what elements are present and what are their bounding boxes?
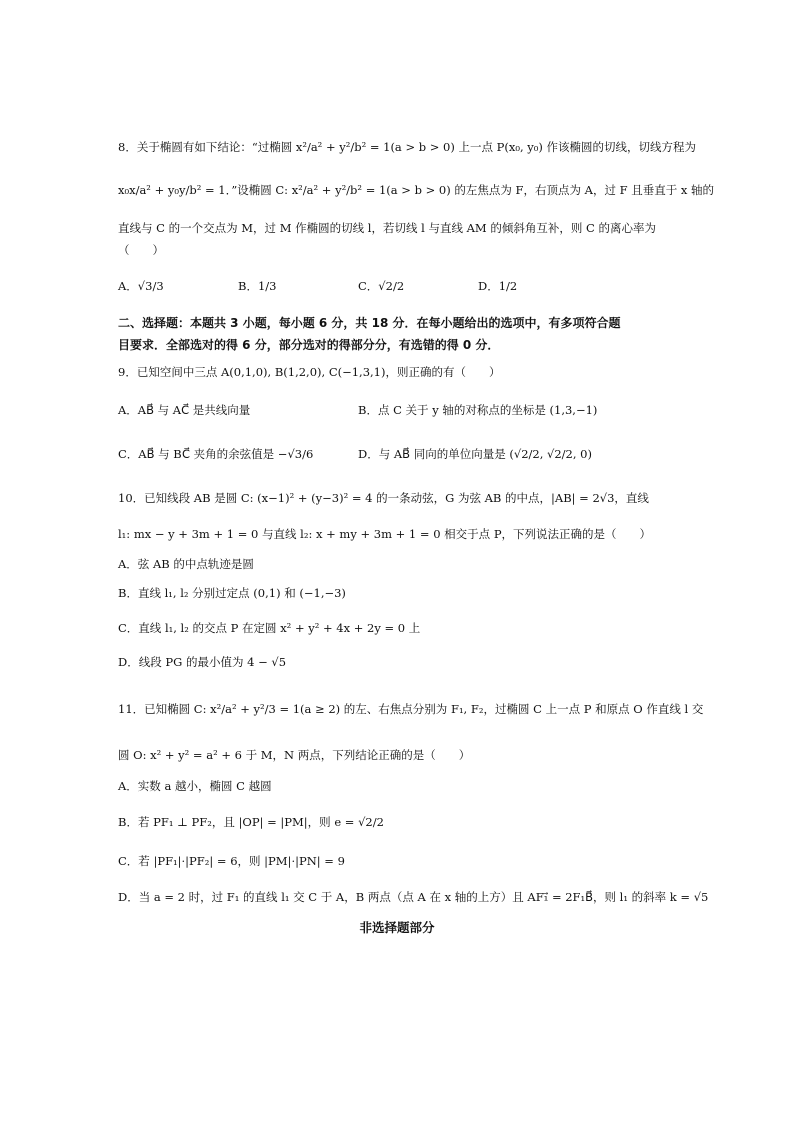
q9-option-a: A．AB⃗ 与 AC⃗ 是共线向量	[118, 403, 251, 417]
q9-options-row-1	[118, 390, 688, 430]
q10-option-c: C．直线 l₁, l₂ 的交点 P 在定圆 x² + y² + 4x + 2y = 0 上	[118, 621, 421, 635]
q9-stem: 9．已知空间中三点 A(0,1,0), B(1,2,0), C(−1,3,1)，则正确的有（ ）	[118, 365, 501, 379]
q9-options-row-2	[118, 434, 688, 474]
q10-line-1: 10．已知线段 AB 是圆 C: (x−1)² + (y−3)² = 4 的一条动弦，G 为弦 AB 的中点，|AB| = 2√3，直线	[118, 491, 649, 505]
q8-options	[118, 266, 678, 306]
q11-option-d: D．当 a = 2 时，过 F₁ 的直线 l₁ 交 C 于 A，B 两点（点 A 在 x 轴的上方）且 AF₁⃗ = 2F₁B⃗，则 l₁ 的斜率 k = √5	[118, 890, 709, 904]
q8-line-4: （ ）	[118, 243, 164, 257]
q8-line-3: 直线与 C 的一个交点为 M，过 M 作椭圆的切线 l，若切线 l 与直线 AM 的倾斜角互补，则 C 的离心率为	[118, 221, 656, 235]
q10-option-d: D．线段 PG 的最小值为 4 − √5	[118, 655, 287, 669]
q10-option-a: A．弦 AB 的中点轨迹是圆	[118, 557, 254, 571]
q9-option-b: B．点 C 关于 y 轴的对称点的坐标是 (1,3,−1)	[358, 403, 598, 417]
q8-option-b: B．1/3	[238, 279, 277, 293]
non-choice-section-title: 非选择题部分	[359, 920, 435, 935]
q10-line-2: l₁: mx − y + 3m + 1 = 0 与直线 l₂: x + my + 3m + 1 = 0 相交于点 P，下列说法正确的是（ ）	[118, 527, 652, 541]
section2-line-2: 目要求．全部选对的得 6 分，部分选对的得部分分，有选错的得 0 分．	[118, 338, 500, 352]
q9-option-d: D．与 AB⃗ 同向的单位向量是 (√2/2, √2/2, 0)	[358, 447, 592, 461]
q11-line-2: 圆 O: x² + y² = a² + 6 于 M，N 两点，下列结论正确的是（ ）	[118, 748, 471, 762]
q11-line-1: 11．已知椭圆 C: x²/a² + y²/3 = 1(a ≥ 2) 的左、右焦点分别为 F₁, F₂，过椭圆 C 上一点 P 和原点 O 作直线 l 交	[118, 702, 704, 716]
q8-option-a: A．√3/3	[118, 279, 164, 293]
q8-option-d: D．1/2	[478, 279, 518, 293]
q11-option-c: C．若 |PF₁|·|PF₂| = 6，则 |PM|·|PN| = 9	[118, 854, 345, 868]
q8-line-2: x₀x/a² + y₀y/b² = 1．”设椭圆 C: x²/a² + y²/b² = 1(a > b > 0) 的左焦点为 F，右顶点为 A，过 F 且垂直于 x 轴的	[118, 183, 715, 197]
q10-option-b: B．直线 l₁, l₂ 分别过定点 (0,1) 和 (−1,−3)	[118, 586, 346, 600]
q11-option-a: A．实数 a 越小，椭圆 C 越圆	[118, 779, 272, 793]
section2-line-1: 二、选择题：本题共 3 小题，每小题 6 分，共 18 分．在每小题给出的选项中，有多项符合题	[118, 316, 621, 330]
q11-option-b: B．若 PF₁ ⊥ PF₂，且 |OP| = |PM|，则 e = √2/2	[118, 815, 384, 829]
q8-line-1: 8．关于椭圆有如下结论：“过椭圆 x²/a² + y²/b² = 1(a > b > 0) 上一点 P(x₀, y₀) 作该椭圆的切线，切线方程为	[118, 140, 697, 154]
q9-option-c: C．AB⃗ 与 BC⃗ 夹角的余弦值是 −√3/6	[118, 447, 314, 461]
q8-option-c: C．√2/2	[358, 279, 405, 293]
